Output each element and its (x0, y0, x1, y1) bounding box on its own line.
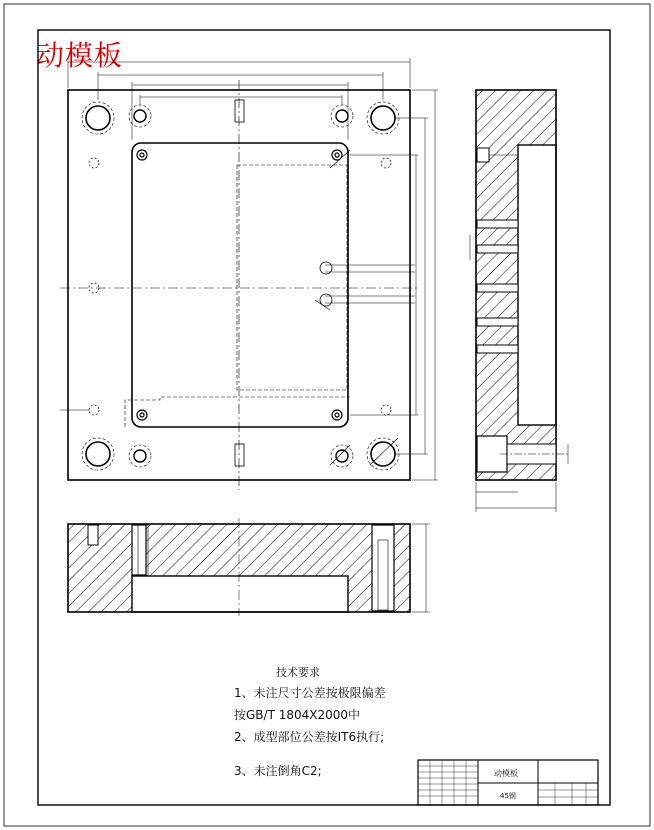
note-line-4: 3、未注倒角C2; (234, 764, 322, 778)
front-section (68, 518, 430, 616)
title: 动模板 (36, 39, 124, 72)
return-pin-holes (89, 158, 391, 415)
title-block-material: 45钢 (500, 792, 516, 800)
top-view (60, 58, 438, 490)
note-line-2: 按GB/T 1804X2000中 (234, 708, 361, 722)
pocket-outline (132, 143, 348, 427)
dimensions-right (60, 90, 438, 480)
side-view (470, 90, 570, 512)
front-section-pocket (132, 576, 348, 612)
side-view-pocket (518, 145, 556, 425)
note-line-3: 2、成型部位公差按IT6执行; (234, 730, 385, 744)
corner-screw-holes (137, 150, 342, 420)
title-block-name: 动模板 (494, 769, 518, 778)
notes-heading: 技术要求 (276, 666, 320, 679)
note-line-1: 1、未注尺寸公差按极限偏差 (234, 686, 386, 700)
counterbore-holes (129, 105, 353, 467)
